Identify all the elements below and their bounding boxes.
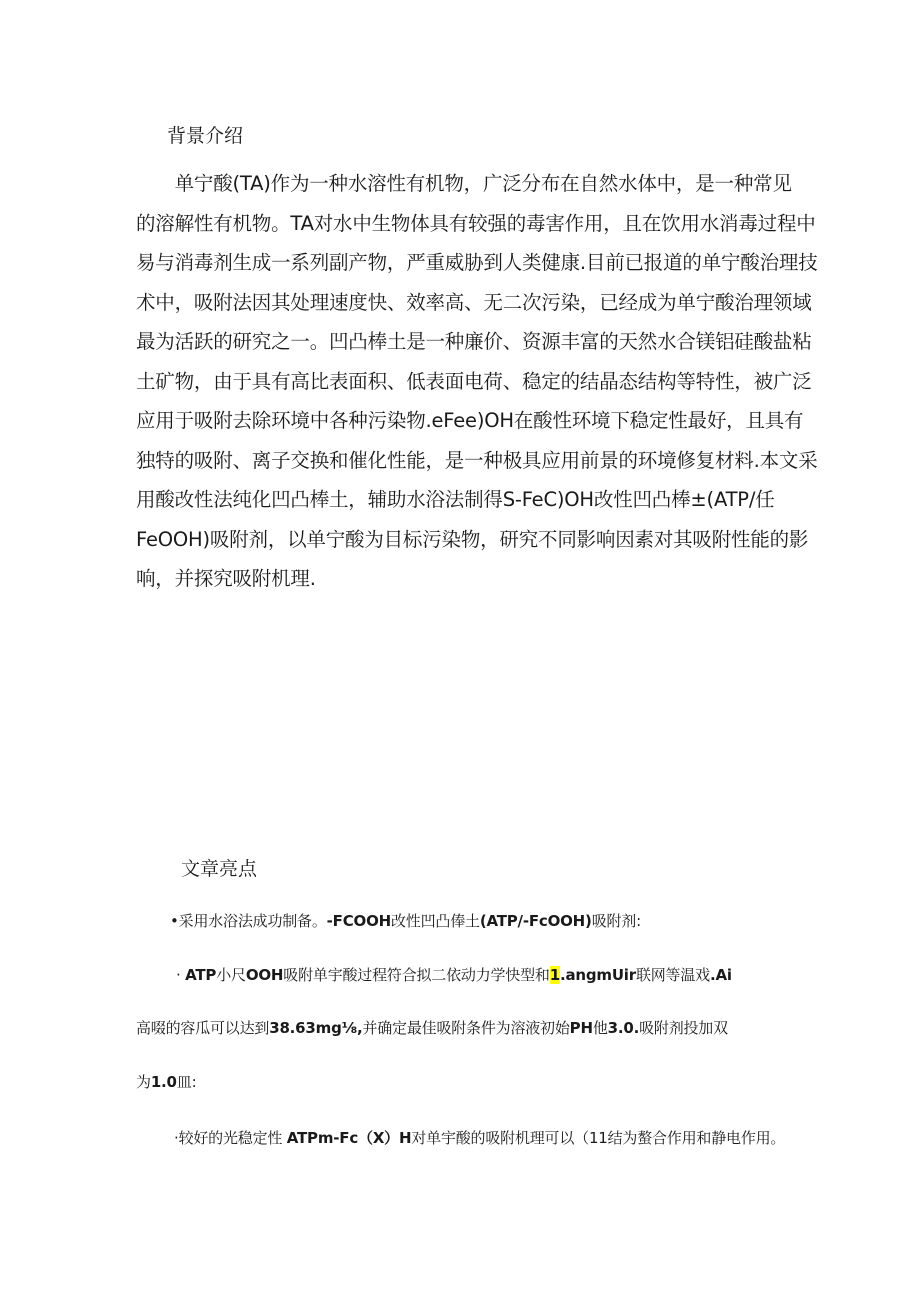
text-run-bold: OOH [245, 966, 284, 984]
text-run-bold: PH [569, 1019, 593, 1037]
text-run: 对单宇酸的吸附机理可以（11结为螯合作用和静电作用。 [411, 1129, 786, 1147]
paragraph-line: 单宁酸(TA)作为一种水溶性有机物，广泛分布在自然水体中，是一种常见 [136, 172, 792, 195]
highlight-item-2-line-1 [176, 964, 732, 985]
paragraph-line: 易与消毒剂生成一系列副产物，严重威胁到人类健康.目前已报道的单宁酸治理技 [136, 251, 818, 274]
text-run-bold: .Ai [709, 966, 732, 984]
text-run: 为 [136, 1073, 151, 1091]
paragraph-line: 独特的吸附、离子交换和催化性能，是一种极具应用前景的环境修复材料.本文采 [136, 448, 818, 472]
paragraph-line: 土矿物，由于具有高比表面积、低表面电荷、稳定的结晶态结构等特性，被广泛 [136, 369, 812, 393]
text-run: · [176, 966, 186, 984]
text-run-bold: 3.0. [607, 1019, 640, 1037]
paragraph-line: 术中，吸附法因其处理速度快、效率高、无二次污染，已经成为单宁酸治理领域 [136, 290, 812, 314]
paragraph-line: 响，并探究吸附机理. [136, 567, 316, 590]
text-run: 高啜的容瓜可以达到 [136, 1019, 270, 1037]
paragraph-line: FeOOH)吸附剂，以单宁酸为目标污染物，研究不同影响因素对其吸附性能的影 [136, 527, 809, 551]
text-run: 联网等温戏 [635, 966, 710, 984]
section-title-highlights: 文章亮点 [181, 858, 258, 880]
paragraph-line: 应用于吸附去除环境中各种污染物.eFee)OH在酸性环境下稳定性最好，且具有 [136, 409, 804, 432]
text-run: 改性凹凸俸土 [391, 912, 480, 930]
text-run: 吸附剂投加双 [639, 1019, 728, 1037]
text-run: 吸附剂: [591, 912, 641, 930]
text-run: 他 [592, 1019, 608, 1037]
text-run-bold: (ATP/-FcOOH) [479, 912, 592, 930]
text-run: 皿: [176, 1073, 197, 1091]
paragraph-line: 用酸改性法纯化凹凸棒土，辅助水浴法制得S-FeC)OH改性凹凸棒±(ATP/任 [136, 488, 775, 511]
highlighted-text: 1 [549, 966, 560, 984]
text-run-bold: 38.63mg⅛, [269, 1019, 363, 1037]
text-run: 并确定最佳吸附条件为溶液初始 [362, 1019, 570, 1037]
paragraph-line: 最为活跃的研究之一。凹凸棒土是一种廉价、资源丰富的天然水合镁铝硅酸盐粘 [136, 330, 812, 353]
section-title-background: 背景介绍 [167, 125, 244, 147]
text-run-bold: .angmUir [559, 966, 636, 984]
highlight-item-2-line-3 [136, 1071, 196, 1092]
highlight-item-1 [170, 910, 641, 931]
background-paragraph [136, 164, 818, 599]
text-run: •采用水浴法成功制备。 [170, 912, 327, 930]
text-run: 吸附单宇酸过程符合拟二依动力学快型和 [283, 966, 550, 984]
paragraph-line: 的溶解性有机物。TA对水中生物体具有较强的毒害作用，且在饮用水消毒过程中 [136, 211, 816, 235]
text-run-bold: ATP [185, 966, 217, 984]
text-run-bold: 1.0 [150, 1073, 177, 1091]
text-run-bold: ATPm-Fc（X）H [286, 1129, 412, 1147]
text-run-bold: -FCOOH [326, 912, 391, 930]
text-run: 小尺 [216, 966, 246, 984]
highlight-item-3 [174, 1127, 785, 1148]
text-run: ·较好的光稳定性 [174, 1129, 287, 1147]
highlight-item-2-line-2 [136, 1017, 728, 1038]
